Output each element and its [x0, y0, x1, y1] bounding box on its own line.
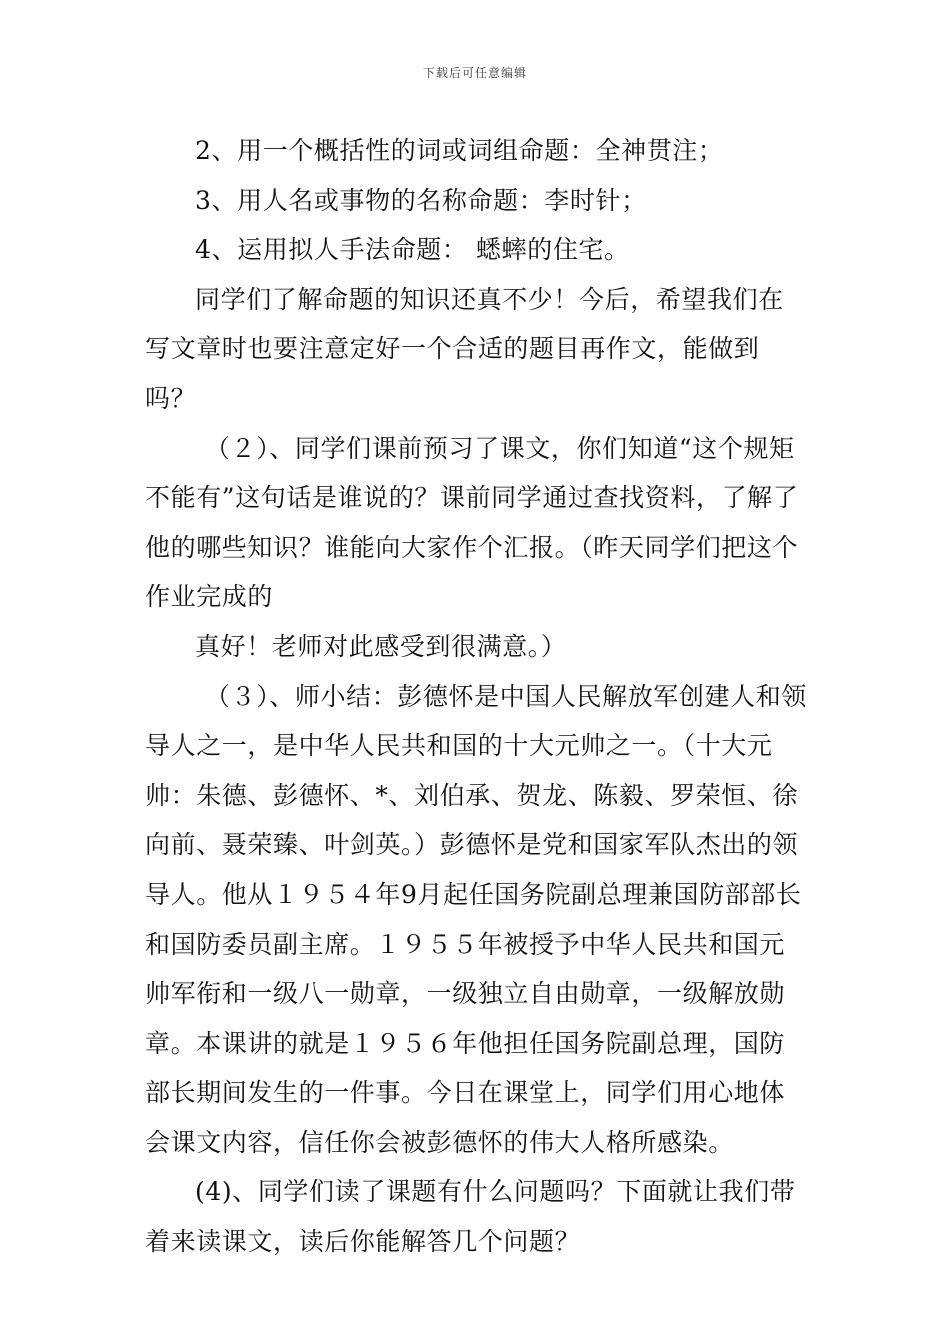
paragraph-item-3: 3、用人名或事物的名称命题：李时针； — [195, 185, 647, 215]
paragraph-item-2: 2、用一个概括性的词或词组命题：全神贯注； — [195, 136, 724, 165]
paragraph-summary: 同学们了解命题的知识还真不少！今后，希望我们在写文章时也要注意定好一个合适的题目再作文，能做到吗？ — [145, 284, 784, 413]
paragraph-item-4: 4、运用拟人手法命题： 蟋蟀的住宅。 — [195, 235, 630, 265]
paragraph-praise: 真好！老师对此感受到很满意。） — [195, 631, 567, 661]
paragraph-teacher-summary: （３）、师小结：彭德怀是中国人民解放军创建人和领导人之一，是中华人民共和国的十大元帅之一。（十大元帅：朱德、彭德怀、*、刘伯承、贺龙、陈毅、罗荣恒、徐向前、聂荣臻、叶剑英。）彭德怀是党和国家军队杰出的领导人。他从１９５４年9月起任国务院副总理兼国防部部长和国防委员副主席。１９５５年被授予中华人民共和国元帅军衔和一级八一勋章，一级独立自由勋章，一级解放勋章。本课讲的就是１９５６年他担任国务院副总理，国防部长期间发生的一件事。今日在课堂上，同学们用心地体会课文内容，信任你会被彭德怀的伟大人格所感染。 — [145, 681, 807, 1157]
paragraph-question-prompt: (4)、同学们读了课题有什么问题吗？下面就让我们带着来读课文，读后你能解答几个问题？ — [145, 1177, 796, 1257]
page-header: 下载后可任意编辑 — [422, 66, 527, 80]
document-body — [145, 126, 807, 1267]
paragraph-preview-question: （２）、同学们课前预习了课文，你们知道“这个规矩不能有”这句话是谁说的？课前同学通过查找资料，了解了他的哪些知识？谁能向大家作个汇报。（昨天同学们把这个作业完成的 — [145, 433, 799, 612]
